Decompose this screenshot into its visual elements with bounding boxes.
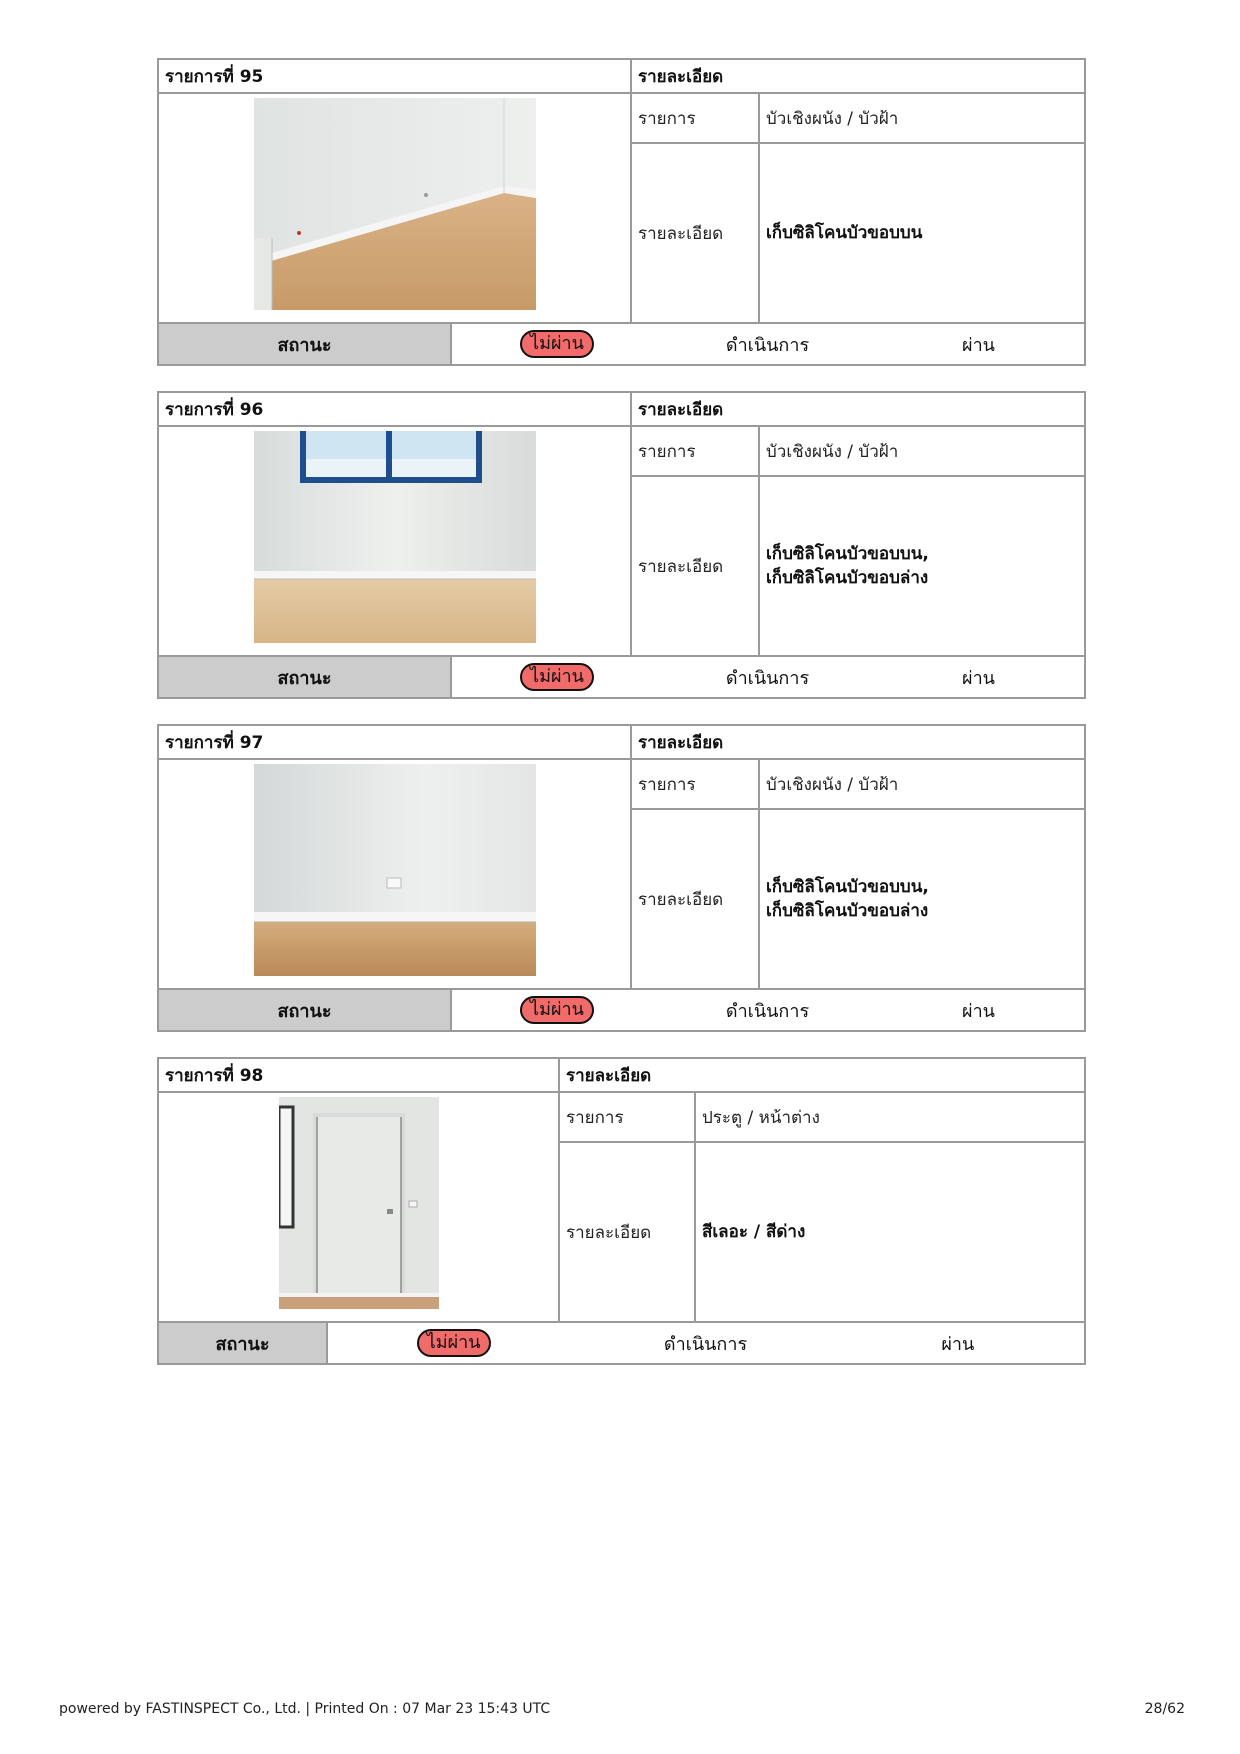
inspection-item-95 (157, 58, 1086, 366)
status-label: สถานะ (159, 1323, 327, 1363)
row-label-item: รายการ (631, 426, 759, 476)
inspection-item-98 (157, 1057, 1086, 1365)
detail-header: รายละเอียด (631, 393, 1084, 426)
row-label-item: รายการ (631, 93, 759, 143)
status-pass[interactable]: ผ่าน (941, 1333, 975, 1355)
item-title: รายการที่ 98 (159, 1059, 559, 1092)
status-fail-badge[interactable]: ไม่ผ่าน (520, 330, 594, 358)
row-value-detail (695, 1142, 1084, 1322)
row-label-item: รายการ (631, 759, 759, 809)
status-label: สถานะ (159, 657, 451, 697)
inspection-photo[interactable] (254, 764, 536, 976)
detail-line-2: เก็บซิลิโคนบัวขอบล่าง (766, 901, 929, 921)
photo-cell (159, 759, 631, 989)
row-label-detail: รายละเอียด (631, 476, 759, 656)
row-value-item: บัวเชิงผนัง / บัวฝ้า (759, 426, 1084, 476)
status-pass[interactable]: ผ่าน (962, 1000, 995, 1022)
status-pass[interactable]: ผ่าน (962, 667, 995, 689)
status-fail-badge[interactable]: ไม่ผ่าน (520, 663, 594, 691)
status-label: สถานะ (159, 990, 451, 1030)
row-value-detail (759, 143, 1084, 323)
inspection-photo[interactable] (254, 98, 536, 310)
row-value-item: ประตู / หน้าต่าง (695, 1092, 1084, 1142)
inspection-photo[interactable] (254, 431, 536, 643)
footer-credit: powered by FASTINSPECT Co., Ltd. | Printed On : 07 Mar 23 15:43 UTC (59, 1701, 551, 1717)
row-value-item: บัวเชิงผนัง / บัวฝ้า (759, 93, 1084, 143)
detail-header: รายละเอียด (559, 1059, 1084, 1092)
detail-header: รายละเอียด (631, 60, 1084, 93)
row-label-detail: รายละเอียด (631, 143, 759, 323)
status-in-progress[interactable]: ดำเนินการ (725, 1000, 810, 1022)
detail-line-1: เก็บซิลิโคนบัวขอบบน, (766, 877, 929, 897)
page-number: 28/62 (1144, 1701, 1185, 1717)
detail-line-1: เก็บซิลิโคนบัวขอบบน (766, 223, 923, 243)
photo-cell (159, 1092, 559, 1322)
inspection-photo[interactable] (279, 1097, 439, 1309)
status-in-progress[interactable]: ดำเนินการ (725, 334, 810, 356)
photo-cell (159, 93, 631, 323)
row-label-detail: รายละเอียด (559, 1142, 695, 1322)
detail-line-1: สีเลอะ / สีด่าง (702, 1222, 806, 1242)
row-value-item: บัวเชิงผนัง / บัวฝ้า (759, 759, 1084, 809)
row-value-detail (759, 809, 1084, 989)
status-in-progress[interactable]: ดำเนินการ (725, 667, 810, 689)
status-pass[interactable]: ผ่าน (962, 334, 995, 356)
item-title: รายการที่ 95 (159, 60, 631, 93)
detail-header: รายละเอียด (631, 726, 1084, 759)
row-label-detail: รายละเอียด (631, 809, 759, 989)
item-title: รายการที่ 97 (159, 726, 631, 759)
item-title: รายการที่ 96 (159, 393, 631, 426)
photo-cell (159, 426, 631, 656)
row-value-detail (759, 476, 1084, 656)
detail-line-1: เก็บซิลิโคนบัวขอบบน, (766, 544, 929, 564)
status-fail-badge[interactable]: ไม่ผ่าน (417, 1329, 491, 1357)
status-fail-badge[interactable]: ไม่ผ่าน (520, 996, 594, 1024)
detail-line-2: เก็บซิลิโคนบัวขอบล่าง (766, 568, 929, 588)
inspection-item-97 (157, 724, 1086, 1032)
row-label-item: รายการ (559, 1092, 695, 1142)
inspection-item-96 (157, 391, 1086, 699)
status-label: สถานะ (159, 324, 451, 364)
status-in-progress[interactable]: ดำเนินการ (663, 1333, 748, 1355)
